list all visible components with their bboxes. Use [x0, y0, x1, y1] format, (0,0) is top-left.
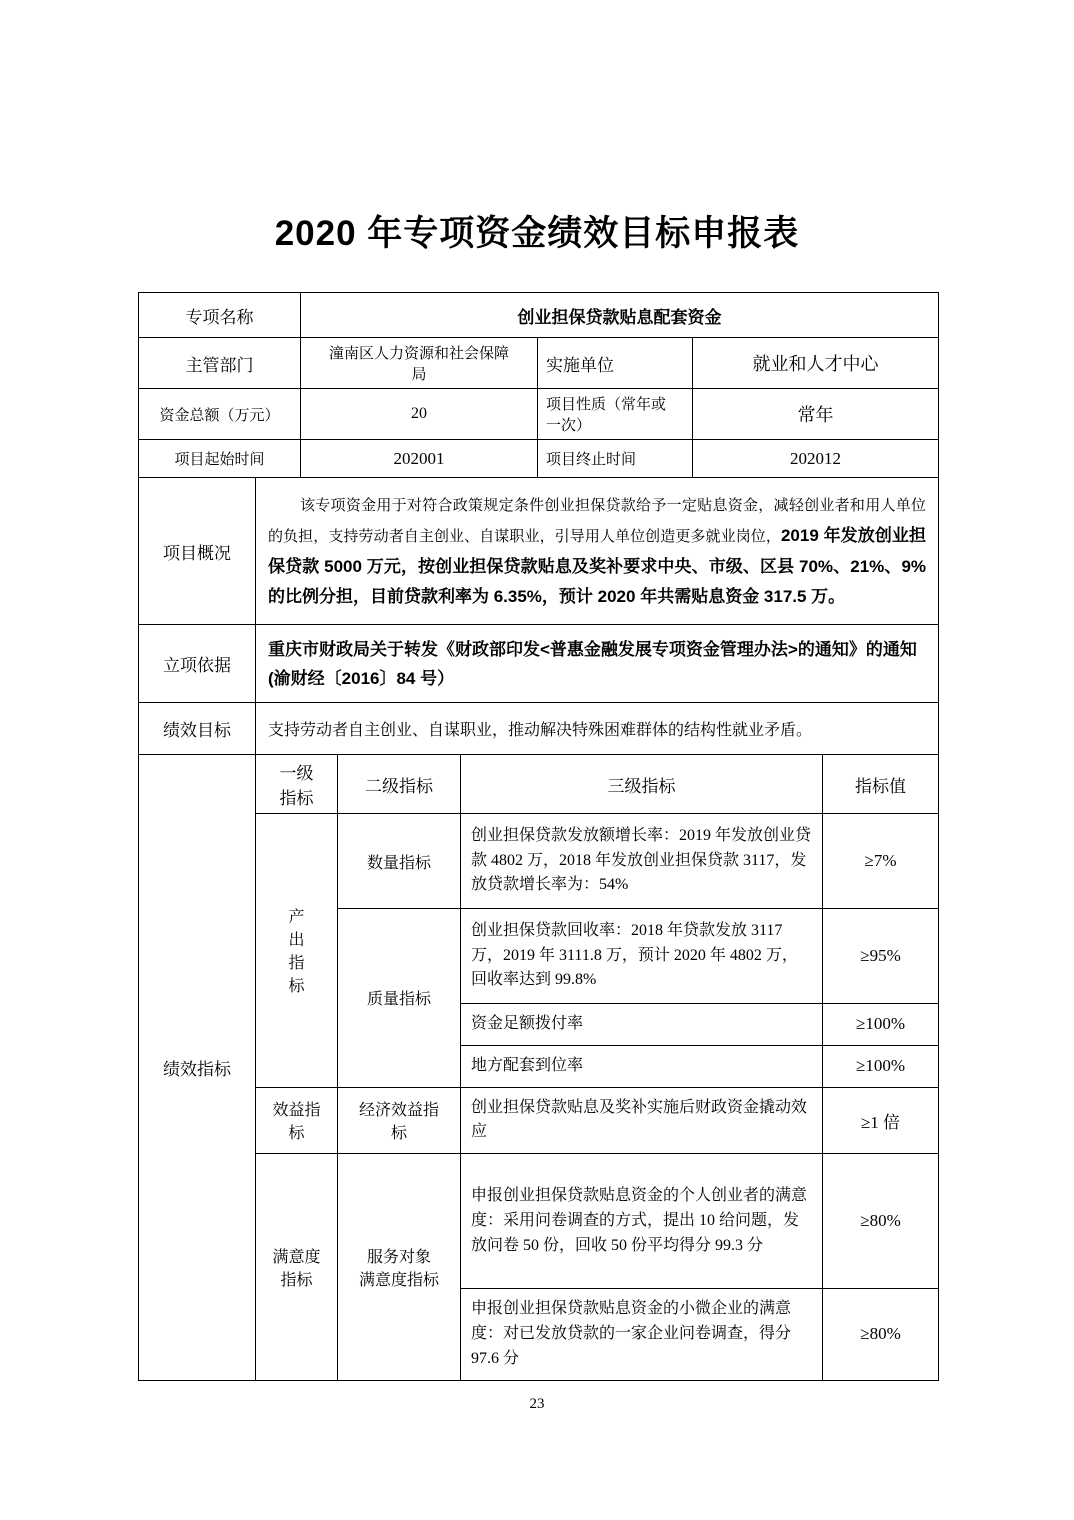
overview-label: 项目概况 — [139, 478, 256, 625]
basis-text: 重庆市财政局关于转发《财政部印发<普惠金融发展专项资金管理办法>的通知》的通知(渝财经〔2016〕84 号） — [256, 625, 939, 703]
indicators-label: 绩效指标 — [139, 755, 256, 1381]
table-row — [139, 440, 939, 478]
impl-unit-label: 实施单位 — [538, 338, 693, 389]
satisfaction-indicator-detail-2: 申报创业担保贷款贴息资金的小微企业的满意度：对已发放贷款的一家企业问卷调查，得分 97.6 分 — [461, 1289, 823, 1380]
table-row — [139, 338, 939, 389]
quality-indicator-value-3: ≥100% — [823, 1045, 939, 1087]
declaration-form-table — [138, 292, 939, 1381]
table-row — [139, 293, 939, 338]
end-time-label: 项目终止时间 — [538, 440, 693, 478]
satisfaction-indicator-value-2: ≥80% — [823, 1289, 939, 1380]
benefit-indicator-value: ≥1 倍 — [823, 1087, 939, 1154]
quantity-indicator-label: 数量指标 — [338, 814, 461, 909]
indicator-row — [139, 1154, 939, 1289]
quantity-indicator-detail: 创业担保贷款发放额增长率：2019 年发放创业贷款 4802 万，2018 年发放创业担保贷款 3117，发放贷款增长率为：54% — [461, 814, 823, 909]
indicator-row — [139, 814, 939, 909]
goal-label: 绩效目标 — [139, 703, 256, 755]
project-name-label: 专项名称 — [139, 293, 301, 338]
benefit-indicator-detail: 创业担保贷款贴息及奖补实施后财政资金撬动效应 — [461, 1087, 823, 1154]
start-time-label: 项目起始时间 — [139, 440, 301, 478]
total-fund-label: 资金总额（万元） — [139, 389, 301, 440]
overview-text-part2: 2019 年发放创业担保贷款 5000 万元，按创业担保贷款贴息及奖补要求中央、市级、区县 70%、21%、9%的比例分担，目前贷款利率为 6.35%，预计 2020 年共需贴息资金 317.5 万。 — [268, 525, 927, 606]
page-title: 2020 年专项资金绩效目标申报表 — [274, 214, 800, 253]
satisfaction-indicator-label: 满意度 指标 — [256, 1154, 338, 1380]
quality-indicator-detail-1: 创业担保贷款回收率：2018 年贷款发放 3117 万，2019 年 3111.8 万，预计 2020 年 4802 万，回收率达到 99.8% — [461, 909, 823, 1004]
quality-indicator-value-1: ≥95% — [823, 909, 939, 1004]
overview-text-part1: 该专项资金用于对符合政策规定条件创业担保贷款给予一定贴息资金，减轻创业者和用人单位的负担，支持劳动者自主创业、自谋职业，引导用人单位创造更多就业岗位， — [268, 497, 927, 545]
end-time-value: 202012 — [693, 440, 939, 478]
economic-benefit-label: 经济效益指 标 — [338, 1087, 461, 1154]
level1-header: 一级 指标 — [256, 755, 338, 814]
page-number: 23 — [529, 1396, 545, 1412]
table-row — [139, 478, 939, 625]
indicator-header-row — [139, 755, 939, 814]
level3-header: 三级指标 — [461, 755, 823, 814]
quality-indicator-detail-3: 地方配套到位率 — [461, 1045, 823, 1087]
basis-label: 立项依据 — [139, 625, 256, 703]
quality-indicator-label: 质量指标 — [338, 909, 461, 1088]
project-name-value: 创业担保贷款贴息配套资金 — [301, 293, 939, 338]
benefit-indicator-label: 效益指 标 — [256, 1087, 338, 1154]
start-time-value: 202001 — [301, 440, 538, 478]
output-indicator-label: 产 出 指 标 — [256, 814, 338, 1088]
level2-header: 二级指标 — [338, 755, 461, 814]
project-nature-label: 项目性质（常年或 一次） — [538, 389, 693, 440]
goal-text: 支持劳动者自主创业、自谋职业，推动解决特殊困难群体的结构性就业矛盾。 — [256, 703, 939, 755]
total-fund-value: 20 — [301, 389, 538, 440]
service-satisfaction-label: 服务对象 满意度指标 — [338, 1154, 461, 1380]
table-row — [139, 625, 939, 703]
quantity-indicator-value: ≥7% — [823, 814, 939, 909]
value-header: 指标值 — [823, 755, 939, 814]
overview-text — [256, 478, 939, 625]
dept-label: 主管部门 — [139, 338, 301, 389]
dept-value: 潼南区人力资源和社会保障 局 — [301, 338, 538, 389]
quality-indicator-detail-2: 资金足额拨付率 — [461, 1004, 823, 1046]
satisfaction-indicator-detail-1: 申报创业担保贷款贴息资金的个人创业者的满意度：采用问卷调查的方式，提出 10 给问题，发放问卷 50 份，回收 50 份平均得分 99.3 分 — [461, 1154, 823, 1289]
indicator-row — [139, 1087, 939, 1154]
satisfaction-indicator-value-1: ≥80% — [823, 1154, 939, 1289]
table-row — [139, 703, 939, 755]
quality-indicator-value-2: ≥100% — [823, 1004, 939, 1046]
project-nature-value: 常年 — [693, 389, 939, 440]
overview-paragraph — [268, 491, 926, 612]
table-row — [139, 389, 939, 440]
impl-unit-value: 就业和人才中心 — [693, 338, 939, 389]
